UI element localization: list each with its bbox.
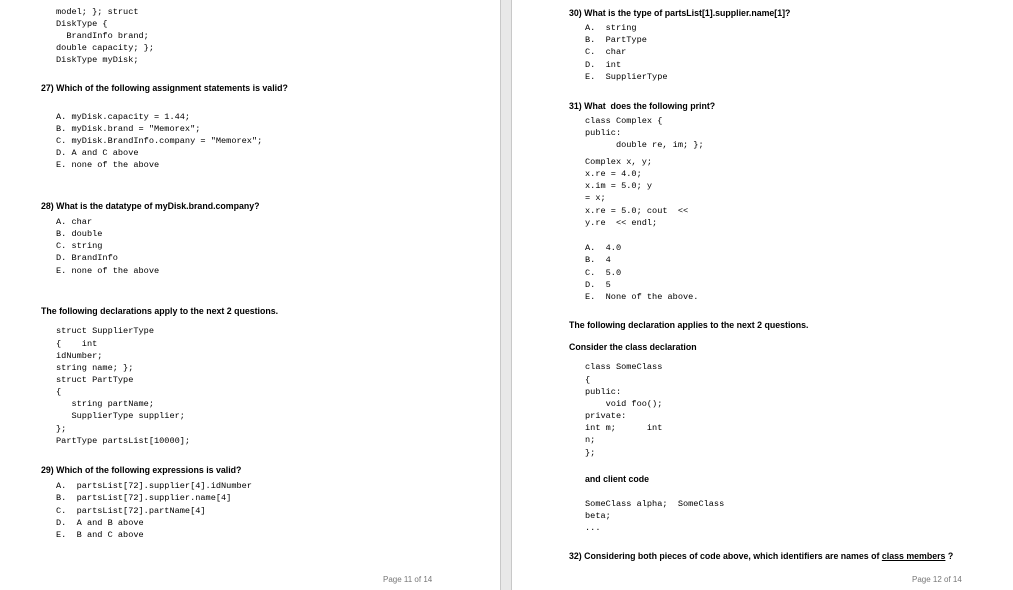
code-line: DiskType myDisk; — [56, 55, 139, 65]
page-12 — [512, 0, 1013, 590]
code-line: y.re << endl; — [585, 218, 658, 228]
code-line: }; — [585, 448, 596, 458]
code-line: beta; — [585, 511, 611, 521]
option: C. 5.0 — [585, 268, 622, 278]
code-line: private: — [585, 411, 627, 421]
code-line: x.re = 5.0; cout << — [585, 206, 689, 216]
code-line: class SomeClass — [585, 362, 663, 372]
page-gutter — [500, 0, 512, 590]
option: E. SupplierType — [585, 72, 668, 82]
code-line: SomeClass alpha; SomeClass — [585, 499, 725, 509]
code-line: class Complex { — [585, 116, 663, 126]
declaration-note: The following declaration applies to the next 2 questions. — [569, 320, 809, 330]
option: D. A and B above — [56, 518, 144, 528]
option: B. 4 — [585, 255, 611, 265]
question-30: 30) What is the type of partsList[1].supplier.name[1]? — [569, 8, 791, 18]
option: B. PartType — [585, 35, 647, 45]
code-line: string partName; — [56, 399, 154, 409]
code-line: ... — [585, 523, 601, 533]
question-31: 31) What does the following print? — [569, 101, 716, 111]
code-line: model; }; struct — [56, 7, 139, 17]
option: C. partsList[72].partName[4] — [56, 506, 206, 516]
code-line: { int — [56, 339, 98, 349]
option: E. B and C above — [56, 530, 144, 540]
code-line: struct SupplierType — [56, 326, 154, 336]
option: D. 5 — [585, 280, 611, 290]
question-29: 29) Which of the following expressions is valid? — [41, 465, 242, 475]
code-line: { — [585, 375, 591, 385]
code-line: PartType partsList[10000]; — [56, 436, 191, 446]
option: A. char — [56, 217, 93, 227]
question-28: 28) What is the datatype of myDisk.brand.company? — [41, 201, 260, 211]
code-line: x.im = 5.0; y — [585, 181, 653, 191]
code-line: public: — [585, 128, 622, 138]
page-11 — [0, 0, 500, 590]
option: B. myDisk.brand = "Memorex"; — [56, 124, 201, 134]
consider-text: Consider the class declaration — [569, 342, 697, 352]
code-line: double re, im; }; — [585, 140, 704, 150]
option: E. none of the above — [56, 266, 160, 276]
code-line: void foo(); — [585, 399, 663, 409]
option: B. partsList[72].supplier.name[4] — [56, 493, 232, 503]
option: D. BrandInfo — [56, 253, 118, 263]
code-line: SupplierType supplier; — [56, 411, 185, 421]
code-line: n; — [585, 435, 596, 445]
code-line: BrandInfo brand; — [56, 31, 149, 41]
question-32 — [569, 550, 953, 562]
option: E. None of the above. — [585, 292, 699, 302]
declarations-note: The following declarations apply to the next 2 questions. — [41, 306, 279, 316]
code-line: idNumber; — [56, 351, 103, 361]
question-32-text: 32) Considering both pieces of code above, which identifiers are names of — [569, 551, 882, 561]
code-line: = x; — [585, 193, 606, 203]
option: C. char — [585, 47, 627, 57]
option: A. partsList[72].supplier[4].idNumber — [56, 481, 252, 491]
code-line: double capacity; }; — [56, 43, 154, 53]
code-line: }; — [56, 424, 67, 434]
option: C. string — [56, 241, 103, 251]
question-27: 27) Which of the following assignment statements is valid? — [41, 83, 288, 93]
code-line: x.re = 4.0; — [585, 169, 642, 179]
client-code-label: and client code — [585, 474, 650, 484]
question-32-end: ? — [945, 551, 954, 561]
option: A. myDisk.capacity = 1.44; — [56, 112, 191, 122]
page-number: Page 11 of 14 — [383, 575, 433, 584]
option: B. double — [56, 229, 103, 239]
code-line: DiskType { — [56, 19, 108, 29]
code-line: string name; }; — [56, 363, 134, 373]
option: A. 4.0 — [585, 243, 622, 253]
code-line: public: — [585, 387, 622, 397]
code-line: int m; int — [585, 423, 663, 433]
code-line: struct PartType — [56, 375, 134, 385]
class-members-term: class members — [881, 551, 946, 561]
page-number: Page 12 of 14 — [912, 575, 962, 584]
option: A. string — [585, 23, 637, 33]
code-line: Complex x, y; — [585, 157, 653, 167]
option: D. A and C above — [56, 148, 139, 158]
code-line: { — [56, 387, 62, 397]
option: C. myDisk.BrandInfo.company = "Memorex"; — [56, 136, 263, 146]
option: D. int — [585, 60, 622, 70]
option: E. none of the above — [56, 160, 160, 170]
